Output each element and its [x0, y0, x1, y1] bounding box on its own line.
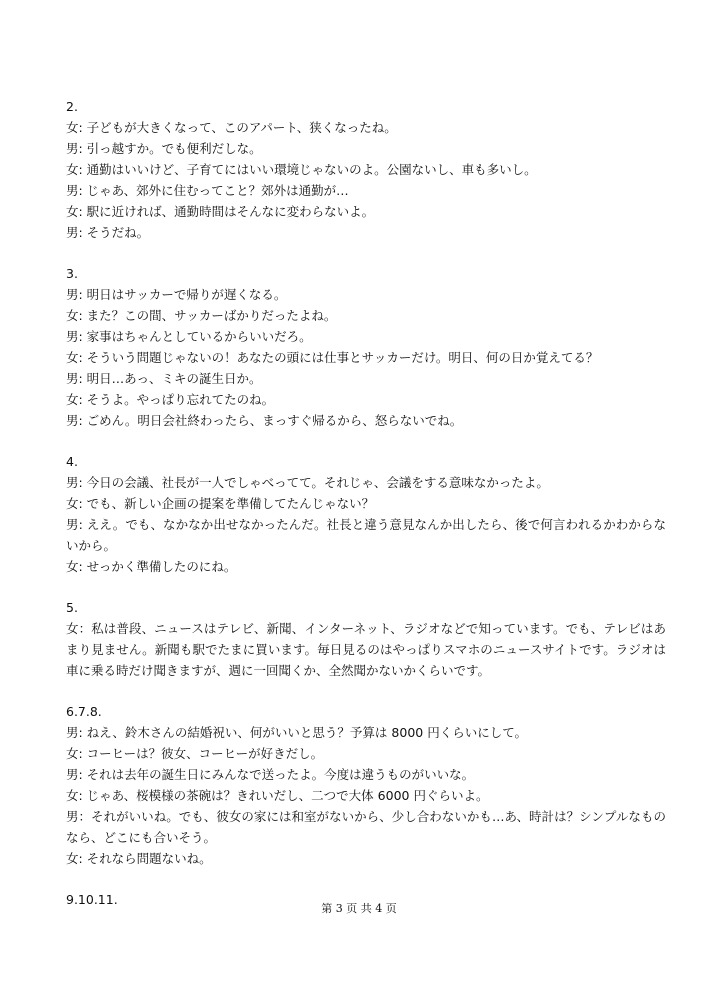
dialogue-line: 男: ねえ、鈴木さんの結婚祝い、何がいいと思う？予算は 8000 円くらいにして。: [66, 725, 527, 740]
section-number: 6.7.8.: [66, 704, 102, 719]
dialogue-line: 男: 明日…あっ、ミキの誕生日か。: [66, 371, 262, 386]
dialogue-section: [66, 96, 666, 243]
dialogue-line: 女: でも、新しい企画の提案を準備してたんじゃない？: [66, 496, 375, 511]
section-number: 9.10.11.: [66, 892, 118, 907]
dialogue-line: 男: それは去年の誕生日にみんなで送ったよ。今度は違うものがいいな。: [66, 767, 475, 782]
dialogue-line: 男: そうだね。: [66, 225, 150, 240]
dialogue-line: 男：それがいいね。でも、彼女の家には和室がないから、少し合わないかも…あ、時計は？シンプルなものなら、どこにも合いそう。: [66, 809, 666, 845]
dialogue-line: 女: コーヒーは？彼女、コーヒーが好きだし。: [66, 746, 324, 761]
dialogue-line: 女: せっかく準備したのにね。: [66, 559, 237, 574]
dialogue-line: 女: 子どもが大きくなって、このアパート、狭くなったね。: [66, 120, 397, 135]
dialogue-line: 女: じゃあ、桜模様の茶碗は？きれいだし、二つで大体 6000 円ぐらいよ。: [66, 788, 489, 803]
dialogue-line: 男: 家事はちゃんとしているからいいだろ。: [66, 329, 312, 344]
dialogue-line: 女: それなら問題ないね。: [66, 851, 212, 866]
dialogue-section: [66, 263, 666, 431]
section-number: 3.: [66, 266, 78, 281]
dialogue-line: 男: じゃあ、郊外に住むってこと？郊外は通勤が…: [66, 183, 349, 198]
dialogue-line: 女：私は普段、ニュースはテレビ、新聞、インターネット、ラジオなどで知っています。でも、テレビはあまり見ません。新聞も駅でたまに買います。毎日見るのはやっぱりスマホのニュースサイトです。ラジオは車に乗る時だけ聞きますが、週に一回聞くか、全然聞かないかくらいです。: [66, 621, 666, 678]
section-number: 5.: [66, 600, 78, 615]
dialogue-section: [66, 451, 666, 577]
dialogue-line: 女: そうよ。やっぱり忘れてたのね。: [66, 392, 275, 407]
dialogue-line: 男: 引っ越すか。でも便利だしな。: [66, 141, 262, 156]
dialogue-line: 男: 明日はサッカーで帰りが遅くなる。: [66, 287, 287, 302]
dialogue-line: 女: 通勤はいいけど、子育てにはいい環境じゃないのよ。公園ないし、車も多いし。: [66, 162, 537, 177]
dialogue-line: 女: また？この間、サッカーばかりだったよね。: [66, 308, 337, 323]
dialogue-line: 男: 今日の会議、社長が一人でしゃべってて。それじゃ、会議をする意味なかったよ。: [66, 475, 549, 490]
dialogue-section: [66, 597, 666, 681]
page-footer: 第 3 页 共 4 页: [321, 902, 397, 915]
dialogue-line: 男: ごめん。明日会社終わったら、まっすぐ帰るから、怒らないでね。: [66, 413, 463, 428]
dialogue-line: 女: そういう問題じゃないの！あなたの頭には仕事とサッカーだけ。明日、何の日か覚えてる？: [66, 350, 599, 365]
transcript-content: [66, 96, 666, 930]
section-number: 2.: [66, 99, 78, 114]
section-number: 4.: [66, 454, 78, 469]
dialogue-section: [66, 701, 666, 869]
dialogue-line: 女: 駅に近ければ、通勤時間はそんなに変わらないよ。: [66, 204, 375, 219]
dialogue-line: 男: ええ。でも、なかなか出せなかったんだ。社長と違う意見なんか出したら、後で何言われるかわからないから。: [66, 517, 666, 553]
